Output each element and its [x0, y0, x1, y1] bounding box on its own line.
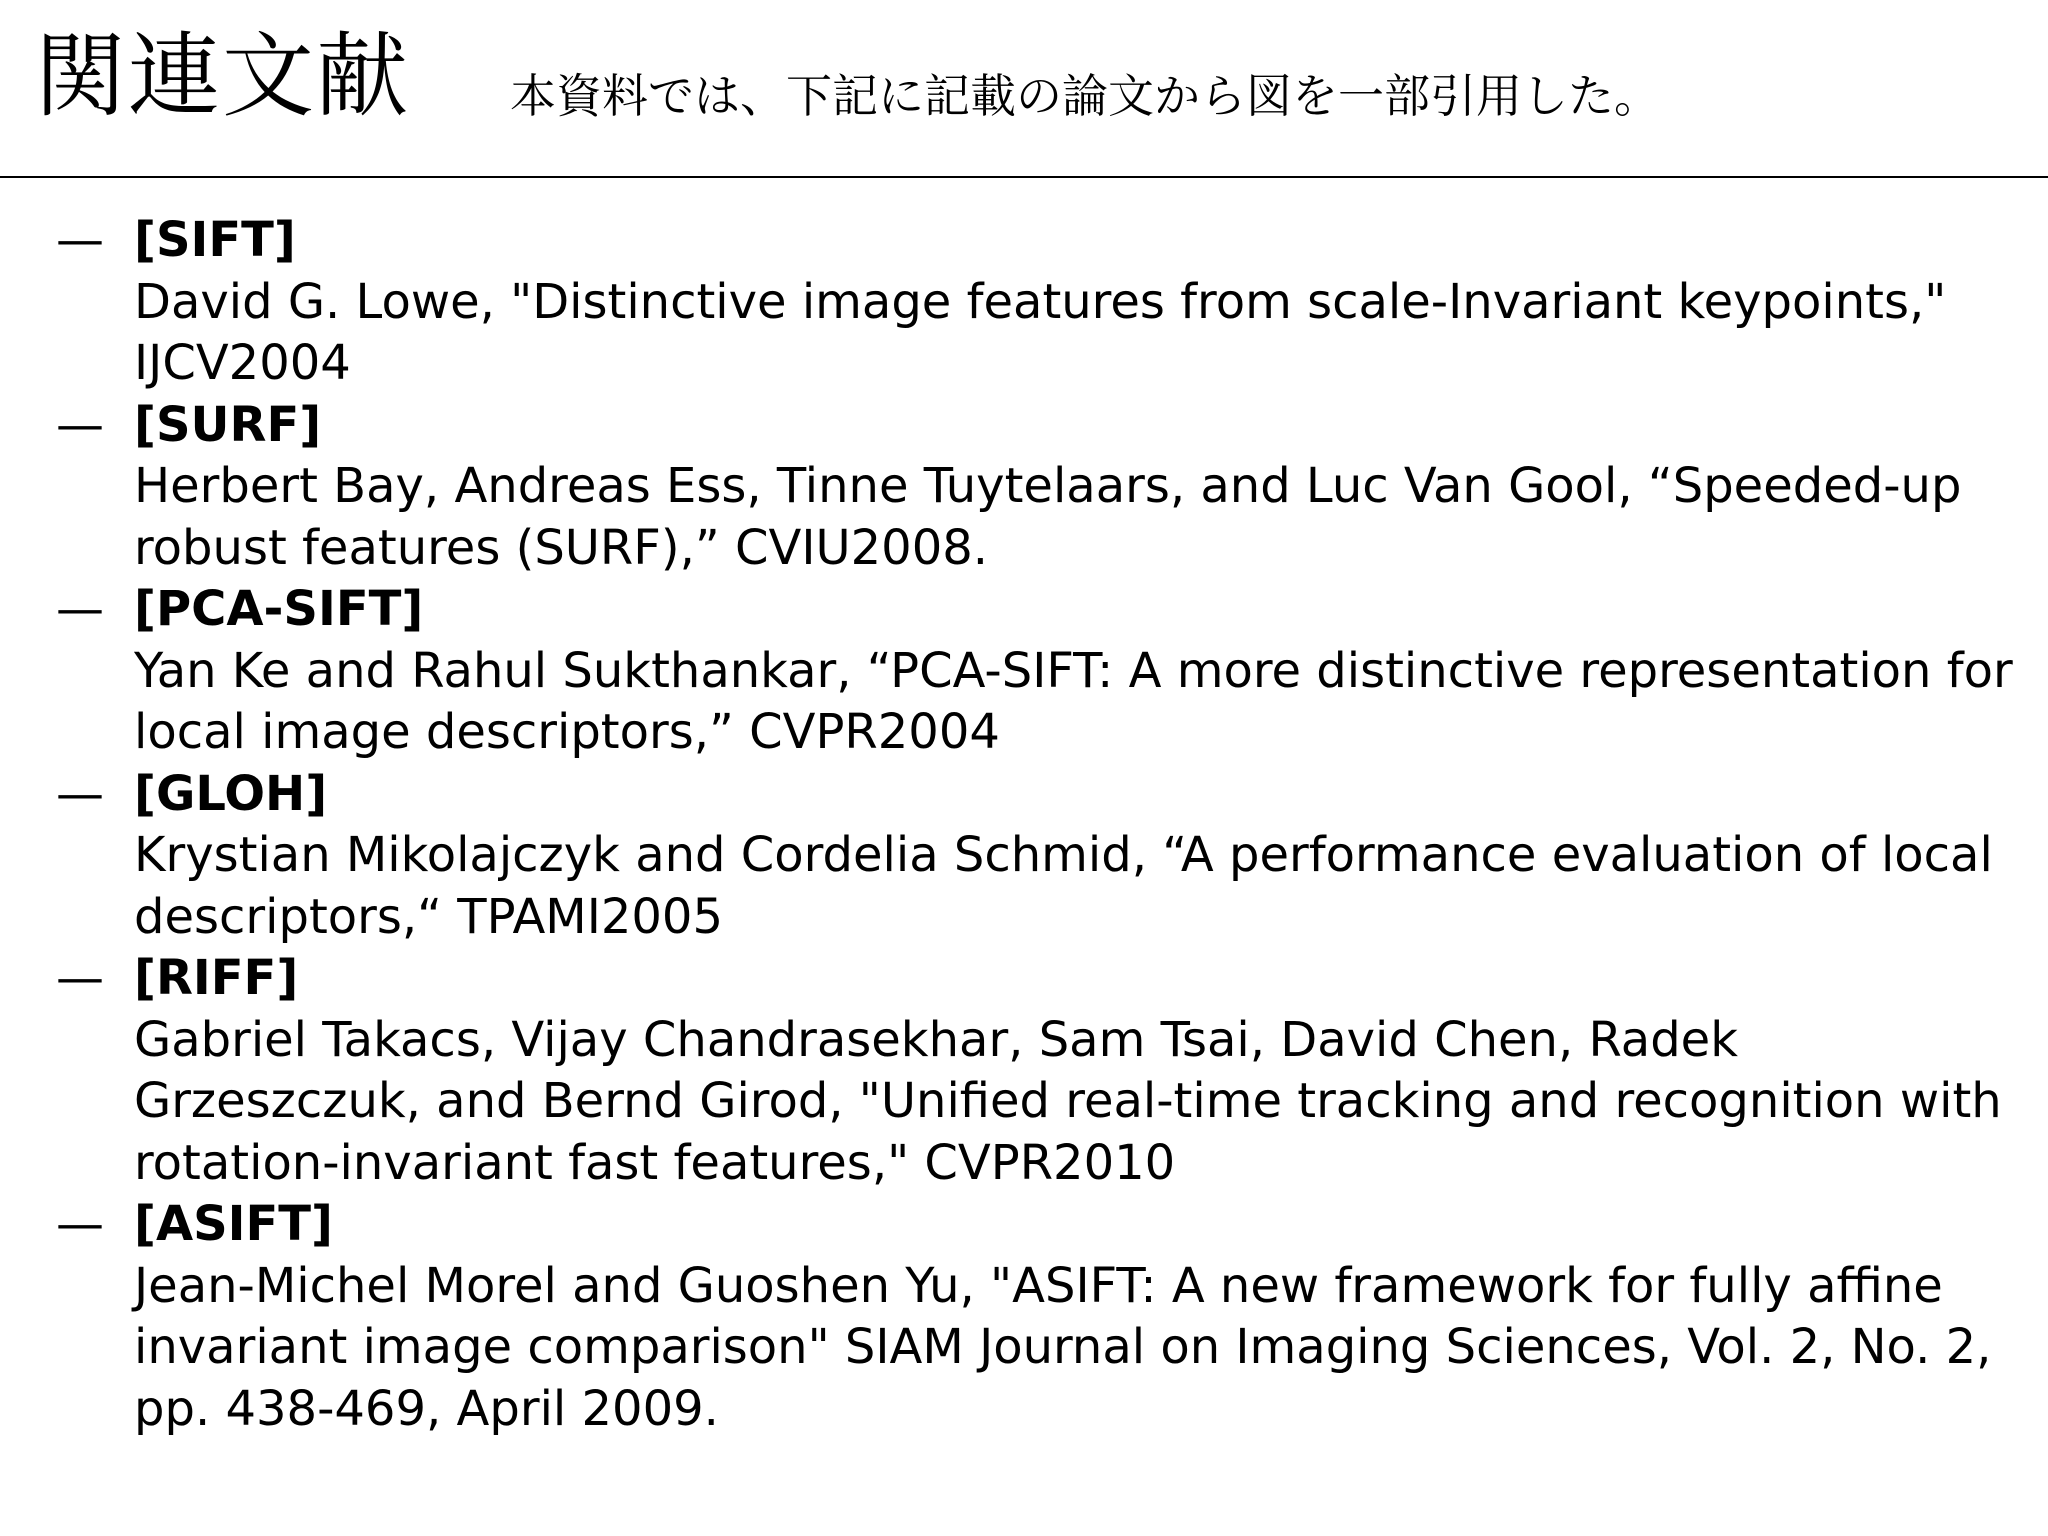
slide-header: [0, 0, 2048, 176]
page-subtitle: 本資料では、下記に記載の論文から図を一部引用した。: [510, 69, 1660, 123]
bullet-dash: —: [56, 212, 104, 268]
bullet-dash: —: [56, 765, 104, 822]
reference-tag: [RIFF]: [134, 950, 299, 1006]
reference-tag: [ASIFT]: [134, 1196, 333, 1252]
reference-citation: Gabriel Takacs, Vijay Chandrasekhar, Sam Tsai, David Chen, Radek Grzeszczuk, and Bernd Girod, "Unified real-time tracking and recognition with rotation-invariant fast features," CVPR2010: [134, 1011, 2002, 1191]
reference-citation: Jean-Michel Morel and Guoshen Yu, "ASIFT: A new framework for fully affine invariant image comparison" SIAM Journal on Imaging Sciences, Vol. 2, No. 2, pp. 438-469, April 2009.: [134, 1257, 1992, 1437]
reference-item-pca-sift: [56, 579, 2016, 764]
page-title: 関連文献: [34, 23, 411, 130]
reference-citation: Herbert Bay, Andreas Ess, Tinne Tuytelaars, and Luc Van Gool, “Speeded-up robust features (SURF),” CVIU2008.: [134, 458, 1962, 576]
bullet-dash: —: [56, 950, 104, 1006]
reference-citation: Krystian Mikolajczyk and Cordelia Schmid, “A performance evaluation of local descriptors,“ TPAMI2005: [134, 827, 1993, 945]
reference-tag: [SIFT]: [134, 212, 296, 268]
reference-tag: [GLOH]: [134, 765, 328, 822]
reference-tag: [PCA-SIFT]: [134, 581, 424, 637]
reference-item-sift: [56, 210, 2016, 395]
reference-item-riff: [56, 948, 2016, 1194]
reference-item-gloh: [56, 764, 2016, 949]
bullet-dash: —: [56, 396, 104, 453]
reference-item-asift: [56, 1194, 2016, 1440]
reference-tag: [SURF]: [134, 396, 322, 453]
header-divider: [0, 176, 2048, 178]
bullet-dash: —: [56, 1196, 104, 1252]
bullet-dash: —: [56, 581, 104, 637]
reference-item-surf: [56, 395, 2016, 580]
reference-citation: David G. Lowe, "Distinctive image features from scale-Invariant keypoints," IJCV2004: [134, 273, 1947, 391]
reference-list: [56, 210, 2016, 1440]
reference-citation: Yan Ke and Rahul Sukthankar, “PCA-SIFT: A more distinctive representation for local image descriptors,” CVPR2004: [134, 642, 2013, 760]
